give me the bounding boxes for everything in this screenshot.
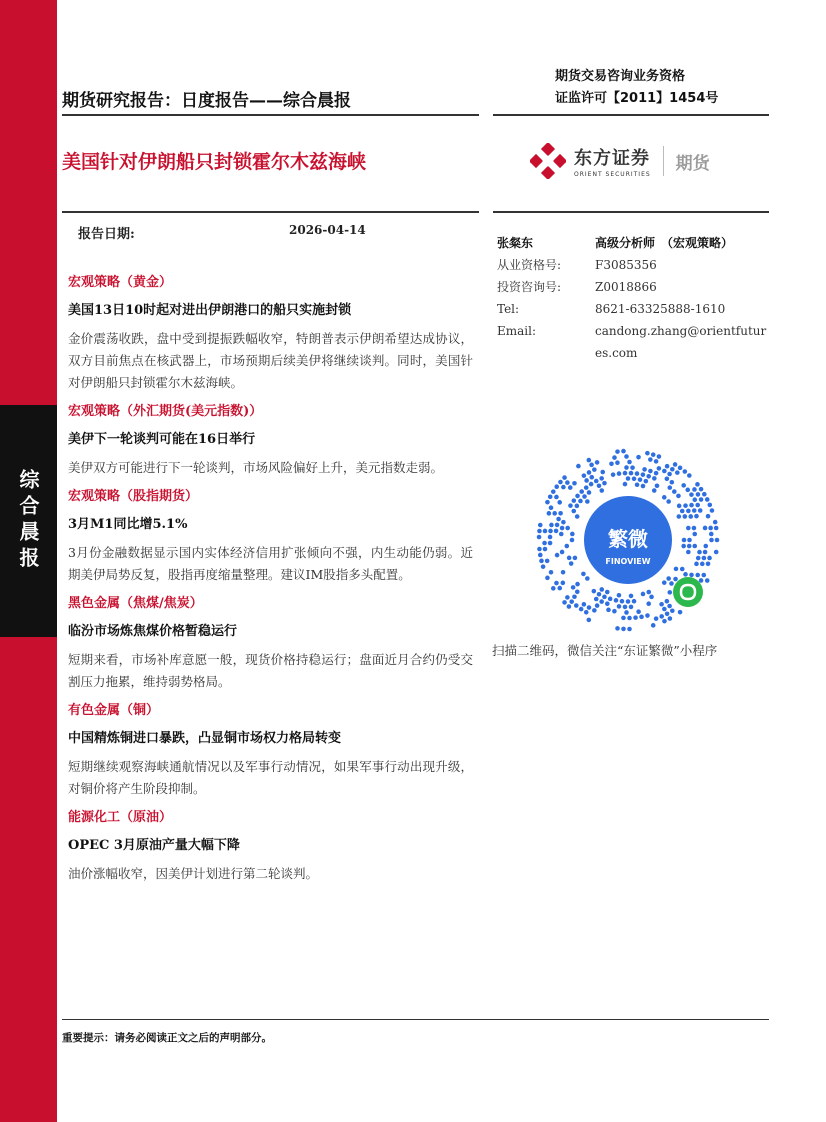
qr-center-label: 繁微 — [608, 527, 648, 551]
analyst-row — [497, 298, 772, 320]
report-type-title: 期货研究报告：日度报告——综合晨报 — [62, 91, 351, 111]
logo-text — [574, 144, 651, 178]
orient-logo-icon — [530, 143, 566, 179]
report-date-value: 2026-04-14 — [289, 223, 366, 237]
header-divider-right — [493, 114, 769, 116]
qualification-line-1: 期货交易咨询业务资格 — [555, 69, 686, 84]
footer-disclaimer: 重要提示：请务必阅读正文之后的声明部分。 — [62, 1032, 272, 1044]
page-title: 美国针对伊朗船只封锁霍尔木兹海峡 — [62, 151, 367, 173]
analyst-email-link[interactable]: candong.zhang@orientfutures.com — [595, 324, 767, 360]
header-divider-left — [62, 114, 479, 116]
section-headline: 美伊下一轮谈判可能在16日举行 — [68, 432, 256, 447]
analyst-row — [497, 320, 772, 364]
logo-separator — [663, 146, 664, 176]
section-copper — [68, 700, 473, 800]
company-logo — [530, 141, 750, 181]
section-category: 宏观策略（外汇期货(美元指数)） — [68, 404, 263, 419]
section-coking-coal — [68, 593, 473, 693]
section-headline: 临汾市场炼焦煤价格暂稳运行 — [68, 624, 238, 639]
analyst-row-value: 8621-63325888-1610 — [595, 302, 726, 316]
wechat-mini-program-icon — [673, 577, 703, 607]
section-body: 美伊双方可能进行下一轮谈判，市场风险偏好上升，美元指数走弱。 — [68, 460, 444, 475]
section-headline: 中国精炼铜进口暴跌，凸显铜市场权力格局转变 — [68, 731, 342, 746]
logo-futures-label: 期货 — [675, 153, 710, 174]
analyst-row-label: 从业资格号: — [497, 258, 562, 272]
qualification-line-2: 证监许可【2011】1454号 — [555, 91, 719, 106]
section-headline: 3月M1同比增5.1% — [68, 517, 188, 532]
title-divider-right — [493, 211, 769, 213]
section-crude-oil — [68, 807, 473, 885]
section-gold — [68, 272, 473, 394]
section-body: 油价涨幅收窄，因美伊计划进行第二轮谈判。 — [68, 866, 319, 881]
analyst-card — [497, 232, 772, 364]
analyst-name: 张粲东 — [497, 236, 534, 250]
section-category: 能源化工（原油） — [68, 810, 173, 825]
section-stock-index — [68, 486, 473, 586]
logo-name-en: ORIENT SECURITIES — [574, 171, 651, 178]
section-body: 金价震荡收跌，盘中受到提振跌幅收窄，特朗普表示伊朗希望达成协议，双方目前焦点在核武器上，市场预期后续美伊将继续谈判。同时，美国针对伊朗船只封锁霍尔木兹海峡。 — [68, 331, 473, 390]
analyst-row-label: Tel: — [497, 302, 520, 316]
footer-divider — [62, 1019, 769, 1020]
analyst-row-value: Z0018866 — [595, 280, 657, 294]
section-body: 3月份金融数据显示国内实体经济信用扩张倾向不强，内生动能仍弱。近期美伊局势反复，股指再度缩量整理。建议IM股指多头配置。 — [68, 545, 473, 582]
section-headline: 美国13日10时起对进出伊朗港口的船只实施封锁 — [68, 303, 352, 318]
section-category: 宏观策略（黄金） — [68, 275, 173, 290]
section-body: 短期继续观察海峡通航情况以及军事行动情况，如果军事行动出现升级，对铜价将产生阶段抑制。 — [68, 759, 473, 796]
section-body: 短期来看，市场补库意愿一般，现货价格持稳运行；盘面近月合约仍受交割压力拖累，维持弱势格局。 — [68, 652, 473, 689]
qualification-block — [555, 66, 718, 110]
analyst-row — [497, 276, 772, 298]
sidebar-tab-label: 综合晨报 — [16, 469, 40, 573]
analyst-row-label: Email: — [497, 324, 537, 338]
report-date-label: 报告日期: — [78, 227, 135, 242]
analyst-row-label: 投资咨询号: — [497, 280, 562, 294]
analyst-title: 高级分析师 （宏观策略） — [595, 236, 734, 250]
report-content — [68, 272, 473, 892]
analyst-header-row — [497, 232, 772, 254]
analyst-row-value: F3085356 — [595, 258, 657, 272]
qr-caption: 扫描二维码，微信关注“东证繁微”小程序 — [492, 643, 718, 658]
qr-center-label-en: FINOVIEW — [605, 557, 651, 566]
section-category: 有色金属（铜） — [68, 703, 160, 718]
sidebar-tab-morning-report — [0, 405, 57, 637]
section-headline: OPEC 3月原油产量大幅下降 — [68, 838, 240, 853]
title-divider-left — [62, 211, 479, 213]
section-fx — [68, 401, 473, 479]
analyst-row — [497, 254, 772, 276]
section-category: 黑色金属（焦煤/焦炭） — [68, 596, 203, 611]
wechat-qr-code — [530, 442, 726, 638]
logo-name-cn: 东方证券 — [574, 148, 650, 169]
section-category: 宏观策略（股指期货） — [68, 489, 199, 504]
